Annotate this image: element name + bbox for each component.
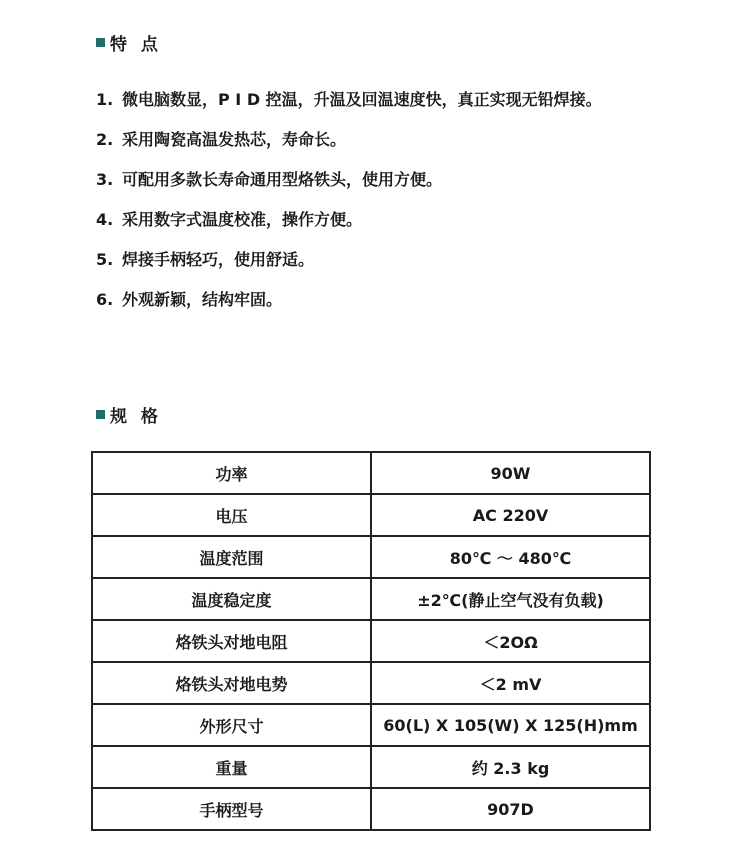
spec-label: 电压 [92,494,371,536]
spec-value: 约 2.3 kg [371,746,650,788]
feature-text: 焊接手柄轻巧，使用舒适。 [122,250,315,269]
feature-item [96,206,602,246]
table-row [92,536,650,578]
feature-text: 采用陶瓷高温发热芯，寿命长。 [122,130,347,149]
table-row [92,452,650,494]
spec-label: 外形尺寸 [92,704,371,746]
spec-value: 90W [371,452,650,494]
spec-label: 温度稳定度 [92,578,371,620]
feature-number: 4. [96,210,114,229]
square-bullet-icon [96,38,105,47]
feature-text: 微电脑数显，P I D 控温，升温及回温速度快，真正实现无铅焊接。 [122,90,602,109]
spec-value: AC 220V [371,494,650,536]
table-row [92,620,650,662]
table-row [92,662,650,704]
spec-value: 80℃ ～ 480℃ [371,536,650,578]
feature-number: 6. [96,290,114,309]
spec-label: 烙铁头对地电阻 [92,620,371,662]
spec-label: 温度范围 [92,536,371,578]
table-row [92,704,650,746]
square-bullet-icon [96,410,105,419]
spec-label: 重量 [92,746,371,788]
feature-number: 3. [96,170,114,189]
feature-number: 1. [96,90,114,109]
feature-text: 采用数字式温度校准，操作方便。 [122,210,363,229]
specs-heading-label: 规 格 [110,406,162,427]
feature-item [96,286,602,326]
spec-label: 功率 [92,452,371,494]
feature-number: 5. [96,250,114,269]
features-list [96,86,602,326]
table-row [92,746,650,788]
features-heading-label: 特 点 [110,34,162,55]
spec-value: ＜2 mV [371,662,650,704]
feature-item [96,246,602,286]
table-row [92,494,650,536]
spec-value: 60(L) X 105(W) X 125(H)mm [371,704,650,746]
specs-heading [96,402,162,426]
feature-text: 可配用多款长寿命通用型烙铁头，使用方便。 [122,170,443,189]
spec-value: ±2℃(静止空气没有负载) [371,578,650,620]
spec-table [91,451,651,831]
spec-value: 907D [371,788,650,830]
spec-label: 手柄型号 [92,788,371,830]
feature-text: 外观新颖，结构牢固。 [122,290,283,309]
feature-item [96,166,602,206]
spec-value: ＜2OΩ [371,620,650,662]
table-row [92,788,650,830]
feature-item [96,86,602,126]
features-heading [96,30,162,54]
feature-number: 2. [96,130,114,149]
table-row [92,578,650,620]
spec-label: 烙铁头对地电势 [92,662,371,704]
feature-item [96,126,602,166]
